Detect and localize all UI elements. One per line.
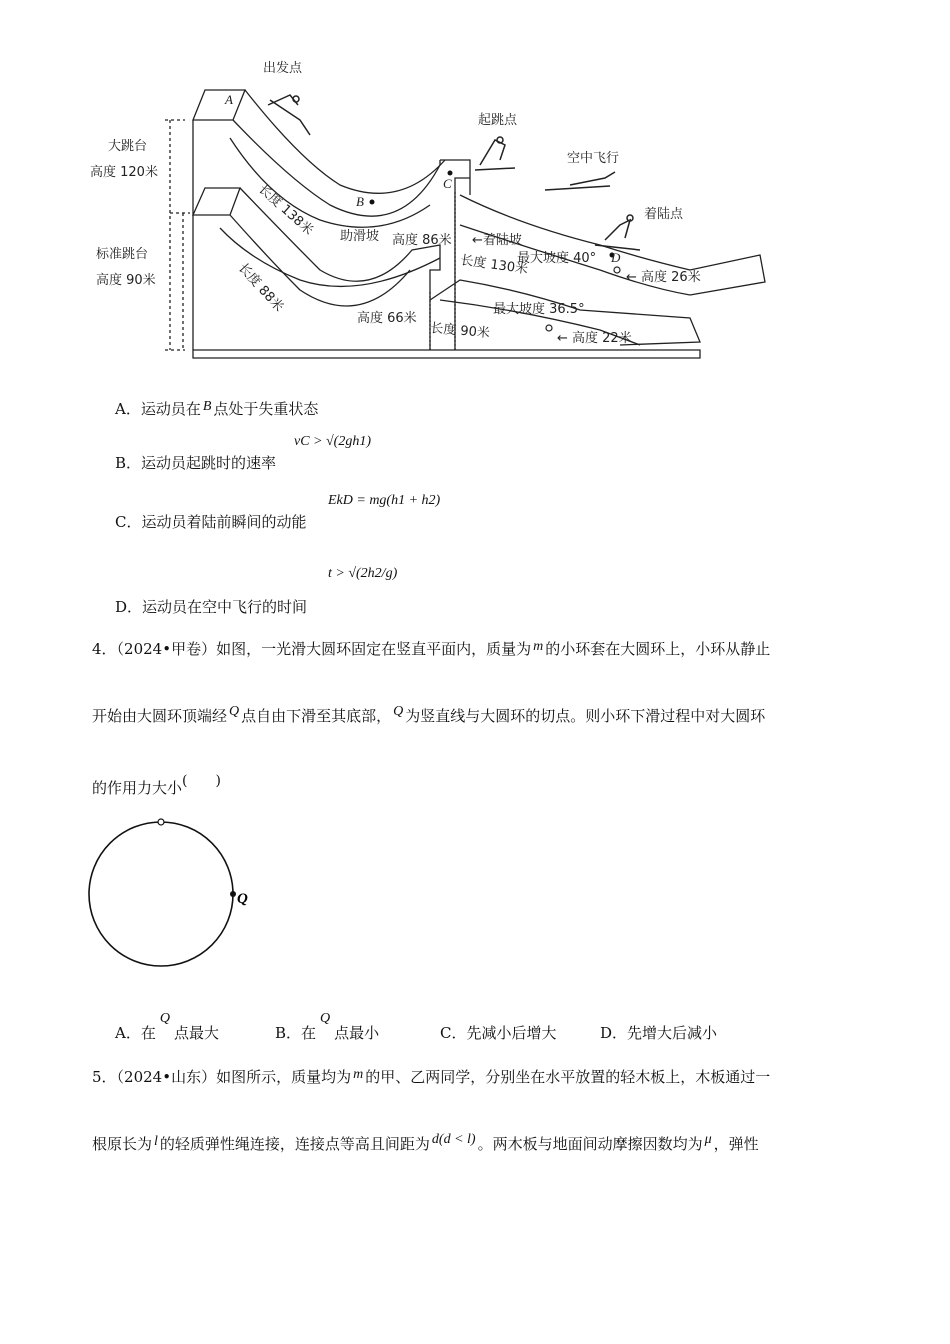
inrun-label: 助滑坡 — [340, 229, 380, 244]
point-B: B — [356, 194, 364, 209]
q5-line-1 — [92, 1066, 770, 1087]
q4-option-b-var: Q — [320, 1011, 331, 1026]
q3-option-a — [115, 398, 318, 419]
q3-option-b — [115, 452, 276, 473]
q3-option-a-prefix: A．运动员在 — [115, 400, 201, 418]
height-66: 高度 66米 — [357, 311, 417, 326]
q4-line-3 — [92, 773, 221, 798]
start-label: 出发点 — [263, 61, 303, 76]
q3-option-d-text: D．运动员在空中飞行的时间 — [115, 598, 308, 616]
std-jump-tower — [193, 188, 410, 306]
q4-option-b — [275, 1011, 380, 1043]
point-C: C — [443, 176, 452, 191]
landing-slope-label: ←着陆坡 — [472, 233, 522, 248]
big-jump-label-2: 高度 120米 — [90, 165, 158, 180]
q4-var-q2: Q — [393, 704, 404, 719]
skier-icon — [268, 95, 640, 250]
q3-option-d — [115, 596, 307, 617]
q3-option-b-math: vC > √(2gh1) — [294, 434, 372, 449]
q5-var-mu: μ — [704, 1132, 712, 1147]
q5-line1-a: 5．（2024•山东）如图所示，质量均为 — [92, 1068, 352, 1086]
q4-var-q1: Q — [229, 704, 240, 719]
q3-option-d-math: t > √(2h2/g) — [328, 566, 398, 581]
q4-option-a-b: 点最大 — [173, 1024, 219, 1042]
q4-line3: 的作用力大小 — [92, 779, 183, 797]
q5-line2-a: 根原长为 — [92, 1135, 153, 1153]
q4-line-1 — [92, 638, 770, 659]
height-22: ← 高度 22米 — [557, 331, 632, 346]
ski-jump-diagram — [0, 0, 950, 370]
takeoff-label: 起跳点 — [478, 113, 518, 128]
q4-option-a-var: Q — [159, 1011, 170, 1026]
length-90: 长度 90米 — [429, 321, 491, 342]
height-86: 高度 86米 — [392, 233, 452, 248]
q5-line2-d: ，弹性 — [713, 1135, 759, 1153]
q4-line2-c: 为竖直线与大圆环的切点。则小环下滑过程中对大圆环 — [405, 707, 766, 725]
ground-base — [193, 350, 700, 358]
q4-line-2 — [92, 705, 765, 726]
landing-point-label: 着陆点 — [644, 207, 684, 222]
q4-option-c: C．先减小后增大 — [440, 1024, 557, 1042]
ring-point-q-label: Q — [237, 891, 248, 907]
q3-option-a-suffix: 点处于失重状态 — [213, 400, 319, 418]
small-ring — [158, 819, 164, 825]
flight-label: 空中飞行 — [567, 151, 620, 166]
q4-answer-paren: ( ) — [182, 773, 221, 789]
q5-var-d: d(d < l) — [431, 1132, 476, 1147]
q4-option-b-a: B．在 — [275, 1024, 317, 1042]
length-138: 长度 138米 — [255, 181, 316, 239]
q3-option-c-math: EkD = mg(h1 + h2) — [328, 493, 441, 508]
point-q-dot — [230, 891, 236, 897]
q4-line2-b: 点自由下滑至其底部， — [241, 707, 392, 725]
q3-option-c-text: C．运动员着陆前瞬间的动能 — [115, 513, 307, 531]
q3-option-a-var: B — [202, 399, 212, 414]
q4-line1-a: 4．（2024•甲卷）如图，一光滑大圆环固定在竖直平面内，质量为 — [92, 640, 532, 658]
q5-line2-c: 。两木板与地面间动摩擦因数均为 — [477, 1135, 703, 1153]
q4-var-m: m — [533, 639, 544, 654]
q3-option-c — [115, 511, 306, 532]
q4-line2-a: 开始由大圆环顶端经 — [92, 707, 228, 725]
slope-40: 最大坡度 40° — [517, 251, 597, 266]
q4-line1-b: 的小环套在大圆环上，小环从静止 — [545, 640, 771, 658]
point-A: A — [225, 92, 233, 107]
q5-var-l: l — [154, 1134, 158, 1149]
length-130: 长度 130米 — [459, 253, 529, 278]
q5-line-2 — [92, 1133, 759, 1154]
std-jump-label-1: 标准跳台 — [96, 247, 149, 262]
ring-diagram — [85, 812, 265, 972]
q5-line1-b: 的甲、乙两同学，分别坐在水平放置的轻木板上，木板通过一 — [365, 1068, 771, 1086]
length-88: 长度 88米 — [235, 260, 287, 316]
q4-option-b-b: 点最小 — [334, 1024, 380, 1042]
q5-var-m: m — [353, 1067, 364, 1082]
q4-option-a-a: A．在 — [115, 1024, 156, 1042]
height-26: ← 高度 26米 — [626, 270, 701, 285]
q5-line2-b: 的轻质弹性绳连接，连接点等高且间距为 — [159, 1135, 430, 1153]
big-jump-label-1: 大跳台 — [108, 139, 148, 154]
slope-36-5: 最大坡度 36.5° — [493, 302, 585, 317]
q4-option-a — [115, 1011, 219, 1043]
std-jump-label-2: 高度 90米 — [96, 273, 156, 288]
q3-option-b-text: B．运动员起跳时的速率 — [115, 454, 277, 472]
q4-option-d: D．先增大后减小 — [600, 1024, 718, 1042]
point-D: D — [611, 250, 621, 265]
